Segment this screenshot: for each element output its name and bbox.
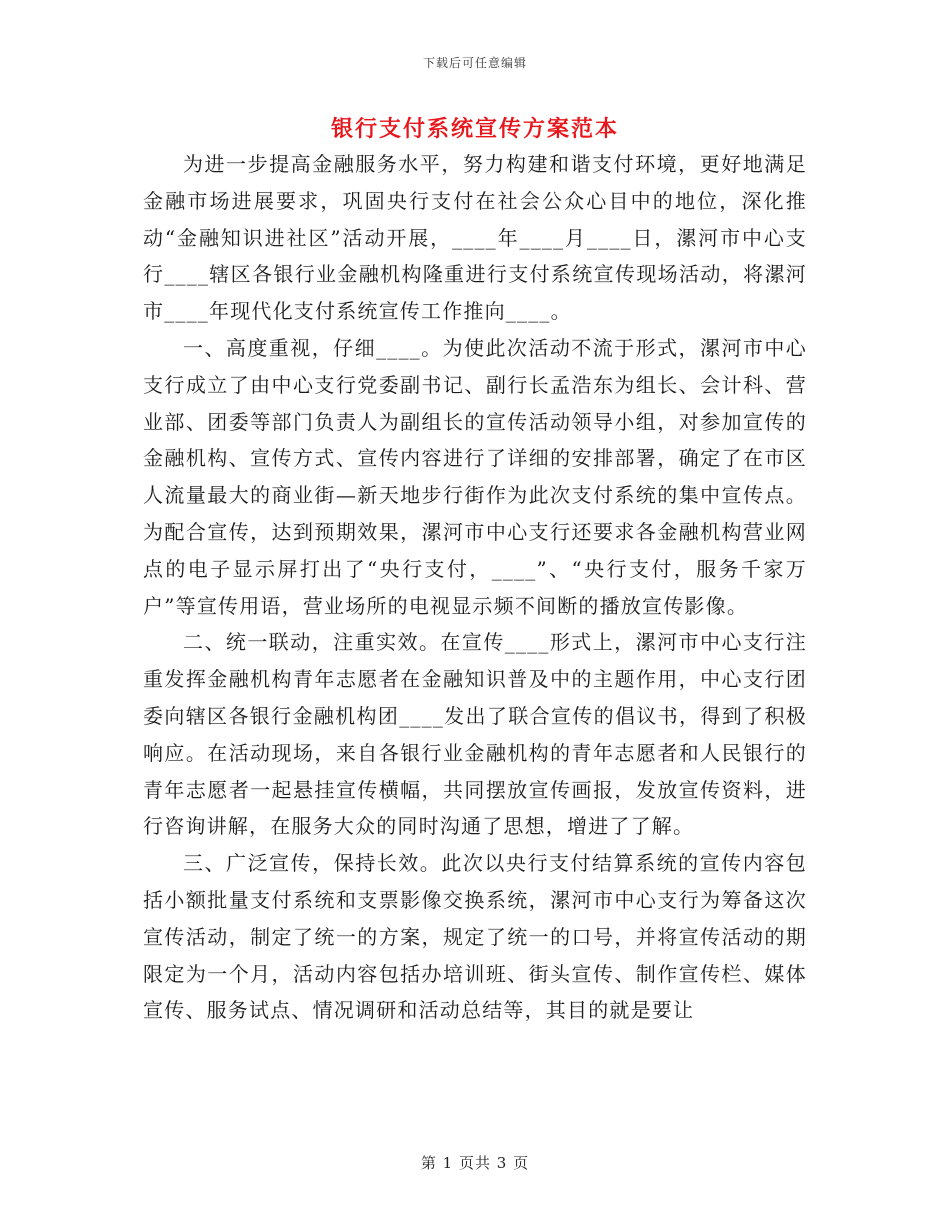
header-note: 下载后可任意编辑 — [422, 56, 527, 70]
paragraph-section-1: 一、高度重视，仔细____。为使此次活动不流于形式，漯河市中心支行成立了由中心支行党委副书记、副行长孟浩东为组长、会计科、营业部、团委等部门负责人为副组长的宣传活动领导小组，对参加宣传的金融机构、宣传方式、宣传内容进行了详细的安排部署，确定了在市区人流量最大的商业街—新天地步行街作为此次支付系统的集中宣传点。为配合宣传，达到预期效果，漯河市中心支行还要求各金融机构营业网点的电子显示屏打出了“央行支付，____”、“央行支付，服务千家万户”等宣传用语，营业场所的电视显示频不间断的播放宣传影像。 — [143, 335, 807, 618]
paragraph-section-3: 三、广泛宣传，保持长效。此次以央行支付结算系统的宣传内容包括小额批量支付系统和支票影像交换系统，漯河市中心支行为筹备这次宣传活动，制定了统一的方案，规定了统一的口号，并将宣传活动的期限定为一个月，活动内容包括办培训班、街头宣传、制作宣传栏、媒体宣传、服务试点、情况调研和活动总结等，其目的就是要让 — [143, 851, 807, 1023]
paragraph-intro: 为进一步提高金融服务水平，努力构建和谐支付环境，更好地满足金融市场进展要求，巩固央行支付在社会公众心目中的地位，深化推动“金融知识进社区”活动开展，____年____月____日，漯河市中心支行____辖区各银行业金融机构隆重进行支付系统宣传现场活动，将漯河市____年现代化支付系统宣传工作推向____。 — [143, 152, 807, 324]
document-body — [143, 146, 807, 1029]
paragraph-section-2: 二、统一联动，注重实效。在宣传____形式上，漯河市中心支行注重发挥金融机构青年志愿者在金融知识普及中的主题作用，中心支行团委向辖区各银行金融机构团____发出了联合宣传的倡议书，得到了积极响应。在活动现场，来自各银行业金融机构的青年志愿者和人民银行的青年志愿者一起悬挂宣传横幅，共同摆放宣传画报，发放宣传资料，进行咨询讲解，在服务大众的同时沟通了思想，增进了了解。 — [143, 630, 807, 839]
page-number: 第 1 页共 3 页 — [420, 1154, 530, 1172]
document-title: 银行支付系统宣传方案范本 — [330, 116, 619, 142]
